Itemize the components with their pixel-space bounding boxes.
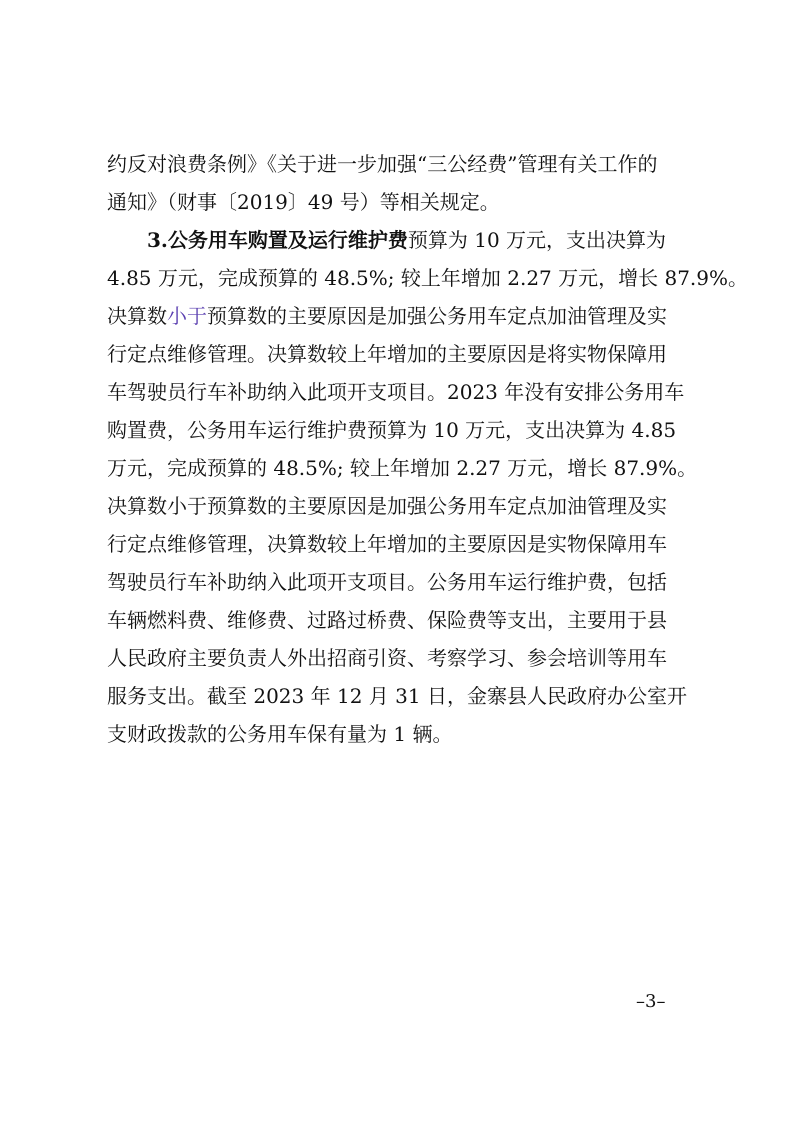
paragraph-line-5 (107, 297, 693, 335)
paragraph-line-11: 行定点维修管理，决算数较上年增加的主要原因是实物保障用车 (107, 532, 667, 556)
paragraph-line-10: 决算数小于预算数的主要原因是加强公务用车定点加油管理及实 (107, 494, 667, 518)
paragraph-line-1: 约反对浪费条例》《关于进一步加强“三公经费”管理有关工作的 (107, 152, 658, 176)
paragraph-line-6: 行定点维修管理。决算数较上年增加的主要原因是将实物保障用 (107, 342, 667, 366)
section-3-heading: 3.公务用车购置及运行维护费 (147, 228, 408, 252)
paragraph-line-16: 支财政拨款的公务用车保有量为 1 辆。 (107, 722, 453, 746)
paragraph-line-15: 服务支出。截至 2023 年 12 月 31 日，金寨县人民政府办公室开 (107, 684, 687, 708)
highlighted-phrase: 小于 (167, 304, 207, 328)
section-3-heading-rest: 预算为 10 万元，支出决算为 (407, 228, 667, 252)
paragraph-line-2: 通知》（财事〔2019〕49 号）等相关规定。 (107, 190, 500, 214)
paragraph-line-12: 驾驶员行车补助纳入此项开支项目。公务用车运行维护费，包括 (107, 570, 667, 594)
paragraph-line-8: 购置费，公务用车运行维护费预算为 10 万元，支出决算为 4.85 (107, 418, 677, 442)
paragraph-line-13: 车辆燃料费、维修费、过路过桥费、保险费等支出，主要用于县 (107, 608, 667, 632)
paragraph-line-9: 万元，完成预算的 48.5%; 较上年增加 2.27 万元，增长 87.9%。 (107, 456, 698, 480)
section-3-heading-line (107, 221, 693, 259)
paragraph-line-7: 车驾驶员行车补助纳入此项开支项目。2023 年没有安排公务用车 (107, 380, 685, 404)
page-number: –3– (636, 991, 666, 1012)
paragraph-line-5-end: 预算数的主要原因是加强公务用车定点加油管理及实 (207, 304, 667, 328)
paragraph-line-14: 人民政府主要负责人外出招商引资、考察学习、参会培训等用车 (107, 646, 667, 670)
document-body (107, 145, 749, 753)
paragraph-line-5-start: 决算数 (107, 304, 167, 328)
paragraph-line-4: 4.85 万元，完成预算的 48.5%; 较上年增加 2.27 万元，增长 87.9%。 (107, 266, 749, 290)
